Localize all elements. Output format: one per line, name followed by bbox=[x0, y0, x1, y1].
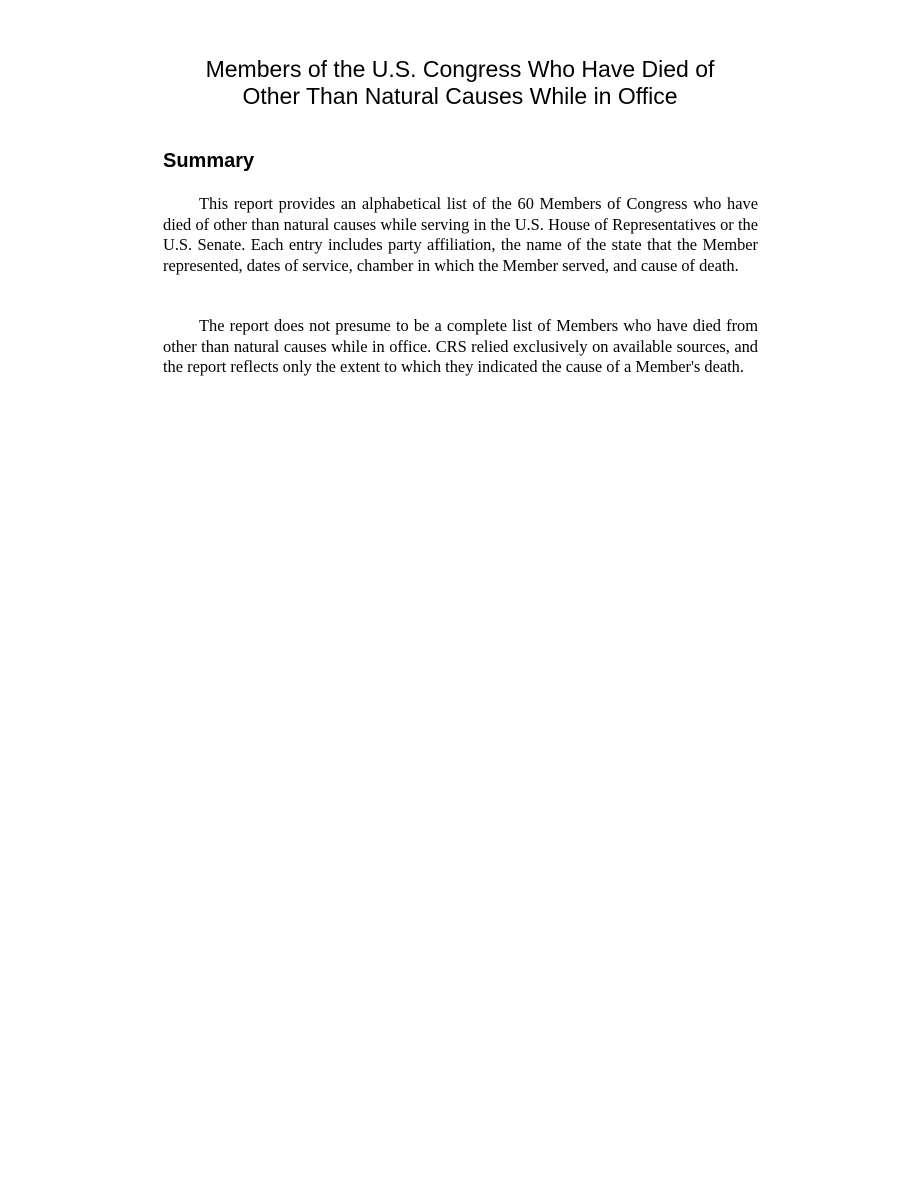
report-title-line-1: Members of the U.S. Congress Who Have Died of bbox=[205, 56, 715, 82]
summary-paragraph-2: The report does not presume to be a complete list of Members who have died from other than natural causes while in office. CRS relied exclusively on available sources, and the report reflects only the extent to which they indicated the cause of a Member's death. bbox=[163, 316, 758, 376]
summary-heading: Summary bbox=[163, 150, 255, 172]
summary-paragraph-1: This report provides an alphabetical list of the 60 Members of Congress who have died of other than natural causes while serving in the U.S. House of Representatives or the U.S. Senate. Each entry includes party affiliation, the name of the state that the Member represented, dates of service, chamber in which the Member served, and cause of death. bbox=[163, 194, 758, 275]
report-title bbox=[150, 56, 770, 110]
report-title-line-2: Other Than Natural Causes While in Office bbox=[242, 83, 678, 109]
